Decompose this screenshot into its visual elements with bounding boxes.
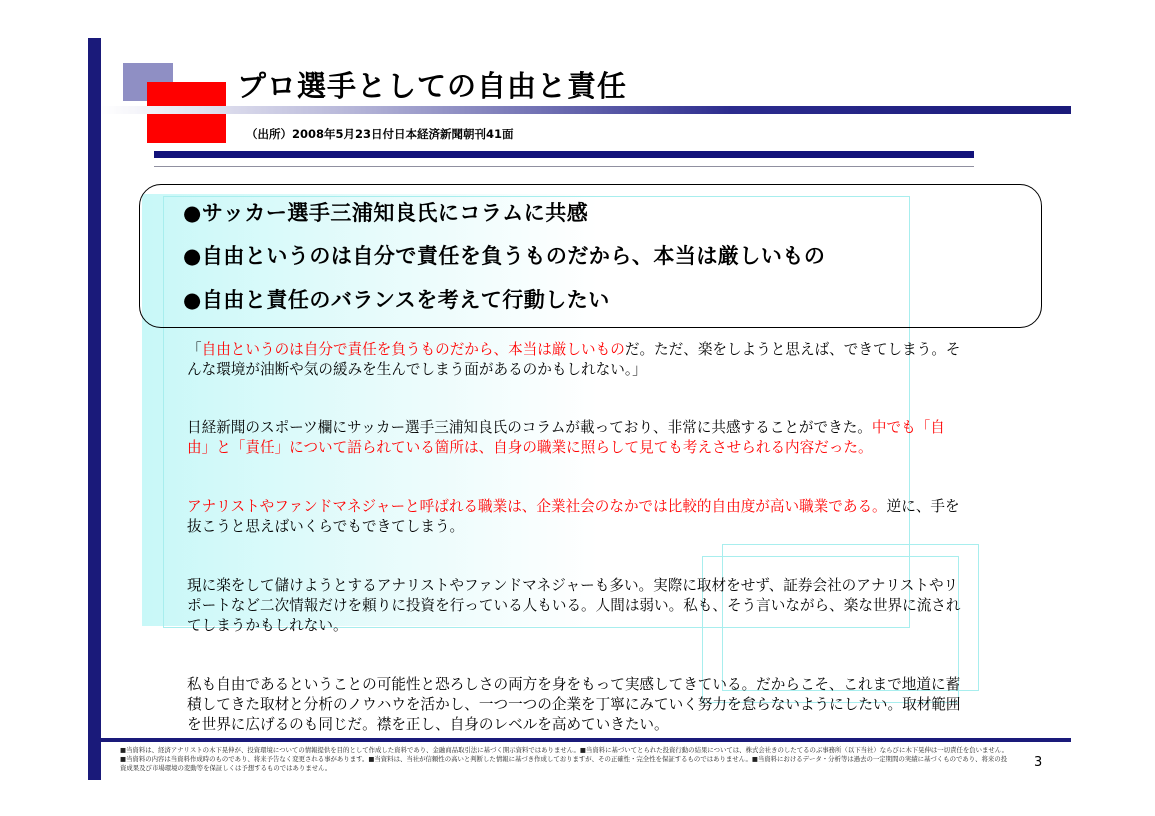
page-number: 3 bbox=[1034, 755, 1043, 770]
highlighted-text: 中でも「自由」と「責任」について語られている箇所は、自身の職業に照らして見ても考えさせられる内容だった。 bbox=[187, 419, 945, 456]
paragraph-text: 「 bbox=[187, 341, 202, 358]
header-thin-divider bbox=[154, 166, 974, 167]
body-paragraph bbox=[187, 497, 962, 537]
paragraph-text: だ。ただ、楽をしようと思えば、できてしまう。そんな環境が油断や気の緩みを生んでしまう面があるのかもしれない。」 bbox=[187, 341, 961, 378]
source-citation: （出所）2008年5月23日付日本経済新聞朝刊41面 bbox=[246, 127, 514, 141]
title-gradient-rule bbox=[101, 106, 1071, 114]
highlighted-text: 自由というのは自分で責任を負うものだから、本当は厳しいもの bbox=[201, 341, 625, 358]
left-accent-bar bbox=[88, 38, 101, 780]
header-divider bbox=[154, 151, 974, 158]
paragraph-text: 日経新聞のスポーツ欄にサッカー選手三浦知良氏のコラムが載っており、非常に共感することができた。 bbox=[187, 419, 872, 436]
disclaimer-text: ■当資料は、経済アナリストの木下晃伸が、投資環境についての情報提供を目的として作成した資料であり、金融商品取引法に基づく開示資料ではありません。■当資料に基づいてとられた投資行動の結果については、株式会社きのしたてるのぶ事務所（以下当社）ならびに木下晃伸は一切責任を負いません。■当資料の内容は当資料作成時のものであり、将来予告なく変更される事があります。■当資料は、当社が信頼性の高いと判断した情報に基づき作成しておりますが、その正確性・完全性を保証するものではありません。■当資料におけるデータ・分析等は過去の一定期間の実績に基づくものであり、将来の投資成果及び市場環境の変動等を保証しくは予想するものではありません。 bbox=[120, 746, 1008, 773]
summary-bullet: ●自由と責任のバランスを考えて行動したい bbox=[183, 288, 610, 312]
quote-paragraph bbox=[187, 340, 962, 380]
highlighted-text: アナリストやファンドマネジャーと呼ばれる職業は、企業社会のなかでは比較的自由度が高い職業である。 bbox=[187, 498, 887, 515]
slide-title: プロ選手としての自由と責任 bbox=[237, 69, 628, 103]
body-paragraph: 現に楽をして儲けようとするアナリストやファンドマネジャーも多い。実際に取材をせず、証券会社のアナリストやリポートなど二次情報だけを頼りに投資を行っている人もいる。人間は弱い。私も、そう言いながら、楽な世界に流されてしまうかもしれない。 bbox=[187, 577, 961, 634]
body-paragraph bbox=[187, 418, 962, 458]
body-paragraph: 私も自由であるということの可能性と恐ろしさの両方を身をもって実感してきている。だからこそ、これまで地道に蓄積してきた取材と分析のノウハウを活かし、一つ一つの企業を丁寧にみていく努力を怠らないようにしたい。取材範囲を世界に広げるのも同じだ。襟を正し、自身のレベルを高めていきたい。 bbox=[187, 676, 961, 733]
paragraph-text: 逆に、手を抜こうと思えばいくらでもできてしまう。 bbox=[187, 498, 960, 535]
footer-rule bbox=[101, 738, 1071, 742]
summary-bullet: ●サッカー選手三浦知良氏にコラムに共感 bbox=[183, 201, 589, 225]
summary-bullet: ●自由というのは自分で責任を負うものだから、本当は厳しいもの bbox=[183, 244, 826, 268]
